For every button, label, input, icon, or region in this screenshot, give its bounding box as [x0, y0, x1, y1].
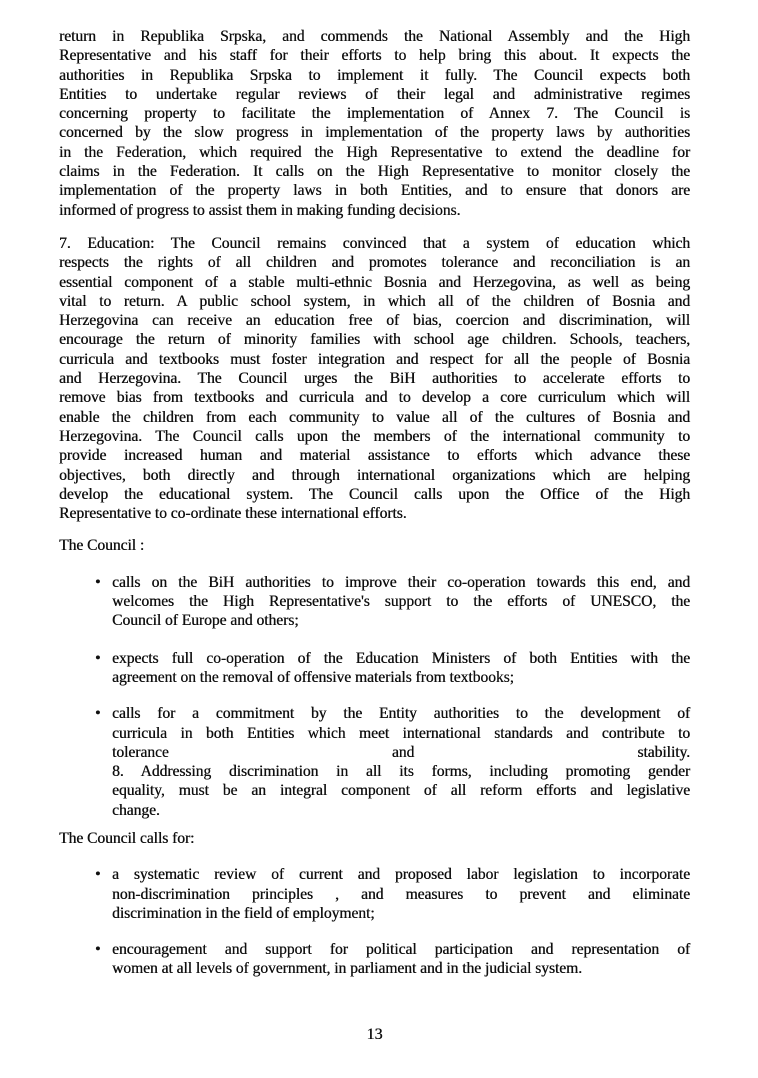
- text-line: return in Republika Srpska, and commends the National Assembly and the High: [59, 28, 690, 45]
- bullet-item-cooperation-unesco: [59, 573, 690, 631]
- text-line: Entities to undertake regular reviews of their legal and administrative regimes: [59, 85, 690, 103]
- council-calls-for-heading: The Council calls for:: [59, 829, 195, 847]
- bullet-item-curricula-commitment: [59, 704, 690, 820]
- bullet-icon: •: [95, 866, 101, 884]
- text-line: welcomes the High Representative's support to the efforts of UNESCO, the: [112, 593, 690, 611]
- text-line: curricula in both Entities which meet international standards and contribute to: [112, 724, 690, 742]
- text-line: calls on the BiH authorities to improve their co-operation towards this end, and: [112, 573, 690, 591]
- text-line: a systematic review of current and proposed labor legislation to incorporate: [112, 866, 690, 884]
- text-line: Herzegovina. The Council calls upon the members of the international community to: [59, 427, 690, 445]
- text-line: encourage the return of minority families with school age children. Schools, teachers,: [59, 331, 690, 349]
- text-line: encouragement and support for political participation and representation of: [112, 941, 690, 959]
- text-line: Representative and his staff for their efforts to help bring this about. It expects the: [59, 47, 690, 65]
- bullet-text: [112, 940, 690, 979]
- text-line: concerned by the slow progress in implementation of the property laws by authorities: [59, 124, 690, 142]
- text-line: calls for a commitment by the Entity authorities to the development of: [112, 705, 690, 723]
- text-line: non-discrimination principles , and measures to prevent and eliminate: [112, 885, 690, 903]
- bullet-item-labor-legislation: [59, 865, 690, 923]
- text-line: agreement on the removal of offensive materials from textbooks;: [112, 668, 514, 686]
- text-line: claims in the Federation. It calls on the High Representative to monitor closely the: [59, 163, 690, 181]
- text-line: tolerance and stability.: [112, 743, 690, 761]
- text-line: 7. Education: The Council remains convinced that a system of education which: [59, 234, 690, 252]
- text-line: informed of progress to assist them in making funding decisions.: [59, 201, 461, 219]
- text-line: implementation of the property laws in both Entities, and to ensure that donors are: [59, 182, 690, 200]
- text-line: discrimination in the field of employment;: [112, 904, 375, 922]
- bullet-icon: •: [95, 573, 101, 591]
- bullet-icon: •: [95, 649, 101, 667]
- text-line: concerning property to facilitate the implementation of Annex 7. The Council is: [59, 105, 690, 123]
- text-line: and Herzegovina. The Council urges the BiH authorities to accelerate efforts to: [59, 370, 690, 388]
- text-line: objectives, both directly and through international organizations which are helping: [59, 466, 690, 484]
- bullet-text: [112, 573, 690, 631]
- text-line: change.: [112, 801, 160, 819]
- bullet-item-women-participation: [59, 940, 690, 979]
- text-line: women at all levels of government, in parliament and in the judicial system.: [112, 960, 582, 978]
- page-number: 13: [366, 1026, 383, 1043]
- text-line: curricula and textbooks must foster integration and respect for all the people of Bosnia: [59, 350, 690, 368]
- council-heading: The Council :: [59, 537, 145, 555]
- text-line: expects full co-operation of the Education Ministers of both Entities with the: [112, 649, 690, 667]
- bullet-text: [112, 649, 690, 688]
- bullet-icon: •: [95, 941, 101, 959]
- page-content: [59, 27, 690, 979]
- bullet-item-education-ministers: [59, 649, 690, 688]
- text-line: equality, must be an integral component of all reform efforts and legislative: [112, 782, 690, 800]
- text-line: essential component of a stable multi-ethnic Bosnia and Herzegovina, as well as being: [59, 273, 690, 291]
- text-line: Representative to co-ordinate these international efforts.: [59, 505, 407, 523]
- text-line: enable the children from each community to value all of the cultures of Bosnia and: [59, 408, 690, 426]
- text-line: develop the educational system. The Council calls upon the Office of the High: [59, 485, 690, 503]
- text-line: remove bias from textbooks and curricula and to develop a core curriculum which will: [59, 389, 690, 407]
- text-line: provide increased human and material assistance to efforts which advance these: [59, 447, 690, 465]
- bullet-text: [112, 704, 690, 820]
- text-line: respects the rights of all children and promotes tolerance and reconciliation is an: [59, 254, 690, 272]
- bullet-text: [112, 865, 690, 923]
- text-line: Council of Europe and others;: [112, 612, 299, 630]
- text-line: authorities in Republika Srpska to implement it fully. The Council expects both: [59, 66, 690, 84]
- paragraph-property-implementation: [59, 27, 690, 220]
- paragraph-education: [59, 234, 690, 523]
- text-line: in the Federation, which required the High Representative to extend the deadline for: [59, 143, 690, 161]
- bullet-icon: •: [95, 705, 101, 723]
- text-line: Herzegovina can receive an education free of bias, coercion and discrimination, will: [59, 312, 690, 330]
- text-line: 8. Addressing discrimination in all its forms, including promoting gender: [112, 763, 690, 781]
- text-line: vital to return. A public school system, in which all of the children of Bosnia and: [59, 292, 690, 310]
